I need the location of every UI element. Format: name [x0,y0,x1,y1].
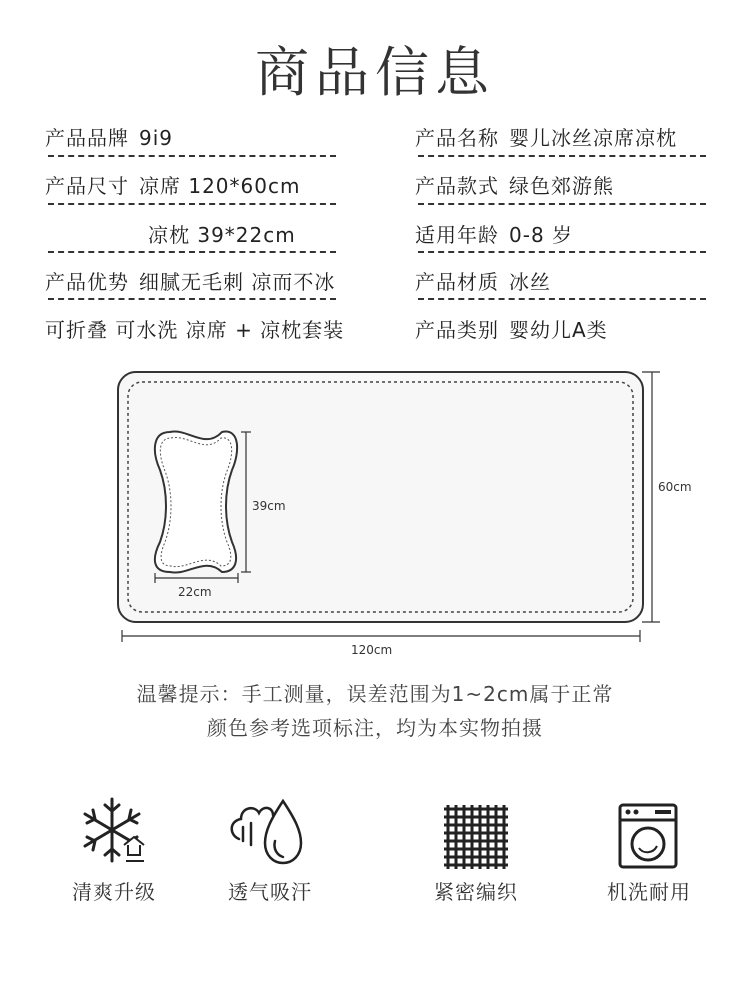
pillow-width-label: 22cm [178,585,212,599]
spec-material [415,266,551,295]
feature-label: 清爽升级 [72,880,156,904]
spec-value: 凉枕 39*22cm [148,223,296,247]
divider [418,203,706,205]
divider [418,251,706,253]
snowflake-icon [78,795,150,867]
spec-value: 9i9 [139,126,174,150]
spec-label: 产品材质 [415,270,499,294]
spec-value: 婴幼儿A类 [509,318,608,342]
mat-height-label: 60cm [658,480,692,494]
spec-name [415,122,677,151]
water-drop-icon [225,795,315,867]
pillow-height-label: 39cm [252,499,286,513]
spec-age [415,219,573,248]
divider [48,155,336,157]
spec-label: 产品品牌 [45,126,129,150]
divider [48,298,336,300]
grid-weave-icon [442,803,510,871]
spec-label: 产品类别 [415,318,499,342]
divider [48,203,336,205]
spec-value: 细腻无毛刺 凉而不冰 [139,270,336,294]
spec-brand [45,122,173,151]
spec-label: 产品款式 [415,174,499,198]
spec-value: 凉席 120*60cm [139,174,301,198]
divider [48,251,336,253]
size-diagram [0,360,750,660]
spec-value: 绿色郊游熊 [509,174,614,198]
mat-width-label: 120cm [351,643,393,657]
divider [418,155,706,157]
spec-category [415,314,608,343]
feature-label: 透气吸汗 [228,880,312,904]
feature-label: 机洗耐用 [607,880,691,904]
spec-value: 婴儿冰丝凉席凉枕 [509,126,677,150]
spec-advantage [45,266,335,295]
tip-line-2: 颜色参考选项标注，均为本实物拍摄 [207,716,543,740]
pillow-outline [155,432,237,573]
spec-size-extra [148,219,296,248]
spec-label: 产品优势 [45,270,129,294]
tip-line-1: 温馨提示：手工测量，误差范围为1~2cm属于正常 [136,682,614,706]
spec-label: 产品名称 [415,126,499,150]
spec-size [45,170,300,199]
washing-machine-icon [617,802,679,870]
spec-value: 0-8 岁 [509,223,574,247]
divider [418,298,706,300]
spec-value: 冰丝 [509,270,551,294]
spec-label: 产品尺寸 [45,174,129,198]
feature-label: 紧密编织 [434,880,518,904]
spec-style [415,170,614,199]
spec-value: 可折叠 可水洗 凉席 + 凉枕套装 [45,318,345,342]
spec-label: 适用年龄 [415,223,499,247]
page-title: 商品信息 [255,41,495,104]
spec-advantage-extra [45,314,344,343]
